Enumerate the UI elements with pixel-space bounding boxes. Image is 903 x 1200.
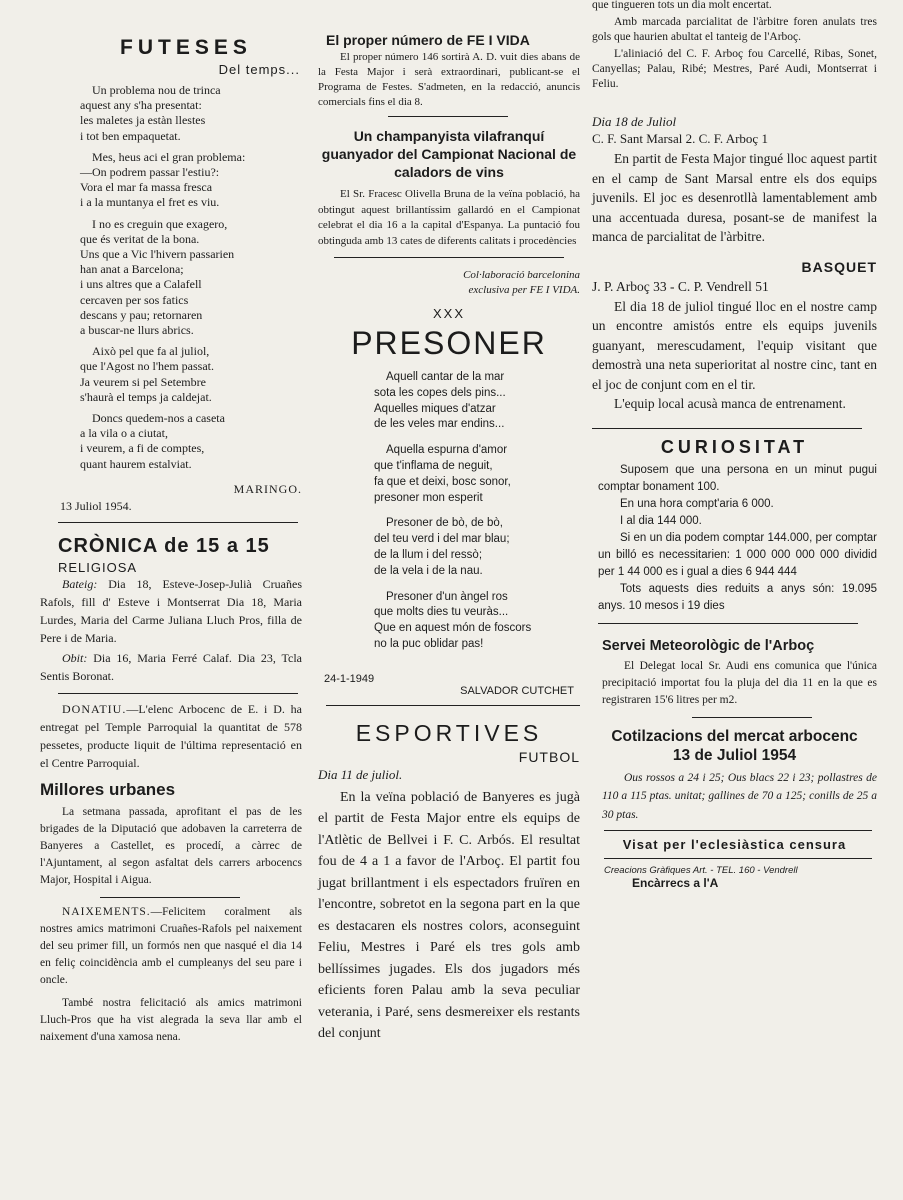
poem-line: a buscar-ne llurs abrics.	[80, 323, 194, 338]
dia18-score: C. F. Sant Marsal 2. C. F. Arboç 1	[592, 131, 768, 146]
poem-line: Doncs quedem-nos a caseta	[92, 411, 225, 426]
basquet-title: BASQUET	[801, 258, 877, 275]
divider	[326, 705, 580, 706]
poem-line: aquest any s'ha presentat:	[80, 98, 202, 113]
millores-text: La setmana passada, aprofitant el pas de les brigades de la Diputació que adobaven la carreterra de Banyeres a Castellet, es procedí, a càrrec de l'Ajuntament, al segon asfaltat dels carrers arbocencs Major, Hospital i Aigua.	[40, 805, 302, 886]
donatiu-text: —L'elenc Arbocenc de E. i D. ha entregat pel Temple Parroquial la quantitat de 578 pessetes, producte liquit de l'última representació en el Centre Parroquial.	[40, 701, 302, 770]
poem-line: s'haurà el temps ja caldejat.	[80, 389, 212, 404]
poem-line: les maletes ja estàn llestes	[80, 113, 206, 128]
curiositat-lines	[592, 462, 877, 615]
dia18-text: En partit de Festa Major tingué lloc aquest partit en el camp de Sant Marsal entre els dos equips juvenils. El joc es desenrotllà lamentablement amb una accentuada duresa, posant-se de manifest la manca de parcialitat de l'àrbitre.	[592, 151, 877, 244]
proper-title: El proper número de FE I VIDA	[326, 32, 530, 48]
continuation-3: L'aliniació del C. F. Arboç fou Carcellé, Ribas, Sonet, Canyellas; Palau, Ribé; Mestres, Paré Audi, Montserrat i Feliu.	[592, 48, 877, 90]
dia18-dateline: Dia 18 de Juliol	[592, 114, 677, 129]
cotitzacions-title-1: Cotilzacions del mercat arbocenc	[611, 727, 858, 745]
poem-line: Mes, heus aci el gran problema:	[92, 149, 246, 164]
curiositat-line: Si en un dia podem comptar 144.000, per comptar un billó es necessitarien: 1 000 000 000 000 dividid per 1 44 000 es i gual a dies 6 944 444	[598, 531, 877, 578]
obit-text: Dia 16, Maria Ferré Calaf. Dia 23, Tcla Sentis Boronat.	[40, 650, 303, 683]
poem-stanza	[374, 443, 580, 506]
column-middle	[318, 0, 580, 1045]
cotitzacions-text: Ous rossos a 24 i 25; Ous blacs 22 i 23; pollastres de 110 a 115 ptas. unitat; gallines de 70 a 125; conills de 25 a 30 ptas.	[602, 771, 877, 821]
presoner-poem	[318, 370, 580, 653]
futeses-author: MARINGO.	[233, 481, 302, 496]
footer-imprint: Creacions Gràfiques Art. - TEL. 160 - Vendrell	[604, 865, 798, 876]
poem-stanza	[374, 516, 580, 579]
cronica-section	[40, 535, 302, 685]
poem-stanza	[374, 590, 580, 653]
poem-line: de la vela i de la nau.	[374, 564, 483, 577]
poem-line: Presoner d'un àngel ros	[386, 590, 508, 603]
poem-line: Vora el mar fa massa fresca	[80, 180, 213, 195]
poem-line: no la puc oblidar pas!	[374, 637, 484, 650]
divider	[388, 116, 508, 117]
cotitzacions-title-2: 13 de Juliol 1954	[672, 746, 797, 764]
presoner-author: SALVADOR CUTCHET	[460, 684, 574, 697]
cronica-obit	[40, 649, 302, 685]
poem-line: Aquelles miques d'atzar	[374, 402, 496, 415]
cronica-title: CRÒNICA de 15 a 15	[58, 534, 270, 557]
divider	[692, 717, 812, 718]
poem-line: Que en aquest món de foscors	[374, 622, 532, 635]
poem-stanza	[80, 83, 302, 144]
divider	[592, 428, 862, 429]
futeses-date: 13 Juliol 1954.	[60, 498, 132, 513]
esportives-section-label: FUTBOL	[518, 748, 580, 765]
naixements-label: NAIXEMENTS.	[62, 905, 151, 918]
presoner-date: 24-1-1949	[324, 672, 375, 685]
footer-orders: Encàrrecs a l'A	[632, 876, 719, 890]
column-right	[592, 0, 877, 890]
obit-label: Obit:	[62, 650, 88, 665]
poem-line: que l'Agost no l'hem passat.	[80, 359, 214, 374]
divider	[604, 830, 872, 831]
basquet-text: El dia 18 de juliol tingué lloc en el nostre camp un encontre amistós entre els equips juvenils guanyant, merescudament, l'equip visitant que demostrà una neta superioritat al nostre cinc, tant en el joc de conjunt com en el tir.	[592, 298, 877, 392]
naixements-text-2: També nostra felicitació als amics matrimoni Lluch-Pros que ha vist alegrada la seva llar amb el naixement d'una xamosa nena.	[40, 996, 302, 1043]
esportives-dateline: Dia 11 de juliol.	[318, 766, 403, 782]
poem-stanza	[80, 217, 302, 339]
esportives-section	[318, 720, 580, 1045]
divider	[100, 897, 240, 898]
naixements-text: —Felicitem coralment als nostres amics matrimoni Cruañes-Rafols pel naixement del seu primer fill, un formós nen que nasqué el dia 14 en feliç coincidència amb el cumpleanys del seu pare i oncle.	[40, 905, 302, 986]
poem-line: que és veritat de la bona.	[80, 231, 200, 246]
basquet-score: J. P. Arboç 33 - C. P. Vendrell 51	[592, 278, 769, 294]
poem-line: cercaven per sos fatics	[80, 292, 189, 307]
poem-stanza	[80, 344, 302, 405]
futeses-section	[40, 0, 302, 514]
donatiu	[40, 700, 302, 772]
poem-line: i a la muntanya el fret es viu.	[80, 195, 220, 210]
poem-line: I no es creguin que exagero,	[92, 216, 228, 231]
champanyista-text: El Sr. Fracesc Olivella Bruna de la veïna població, ha obtingut aquest brillantíssim gallardó en el Campionat celebrat el dia 16 a la capital d'Espanya. La puntació fou obtinguda amb 13 cates de diferents calitats i procedències	[318, 188, 580, 247]
presoner-xxx: XXX	[432, 306, 465, 321]
poem-line: a la vila o a ciutat,	[80, 426, 168, 441]
basquet-text-2: L'equip local acusà manca de entrenament.	[614, 396, 846, 411]
poem-line: Aquell cantar de la mar	[386, 371, 505, 383]
poem-line: de les veles mar endins...	[374, 418, 505, 431]
proper-text: El proper número 146 sortirà A. D. vuit dies abans de la Festa Major i serà extraordinari, publicant-se el Programa de Festes. S'admeten, en la redacció, anuncis comercials fins el dia 8.	[318, 51, 580, 108]
curiositat-line: Tots aquests dies reduits a anys són: 19.095 anys. 10 mesos i 19 dies	[598, 582, 877, 612]
continuation-1: que tingueren tots un dia molt encertat.	[592, 0, 772, 11]
bateig-label: Bateig:	[62, 576, 98, 591]
poem-stanza	[374, 370, 580, 433]
champanyista-section	[318, 127, 580, 249]
visat-censura: Visat per l'eclesiàstica censura	[622, 837, 847, 852]
poem-line: que t'inflama de neguit,	[374, 459, 493, 472]
curiositat-line: Suposem que una persona en un minut pugui comptar bonament 100.	[598, 463, 877, 493]
divider	[604, 858, 872, 859]
poem-line: —On podrem passar l'estiu?:	[80, 165, 220, 180]
cotitzacions-section	[592, 728, 877, 825]
futeses-subtitle: Del temps...	[218, 62, 300, 77]
poem-line: i veurem, a fi de comptes,	[80, 441, 205, 456]
poem-line: descans y pau; retornaren	[80, 307, 203, 322]
basquet-section	[592, 259, 877, 414]
poem-line: presoner mon esperit	[374, 491, 483, 504]
poem-line: Un problema nou de trinca	[92, 83, 221, 97]
curiositat-section	[592, 437, 877, 615]
proper-section	[318, 0, 580, 110]
poem-stanza	[80, 150, 302, 211]
presoner-title: PRESONER	[351, 325, 547, 361]
millores-title: Millores urbanes	[40, 779, 176, 799]
poem-line: quant haurem estalviat.	[80, 456, 192, 471]
poem-line: Presoner de bò, de bò,	[386, 517, 503, 530]
poem-stanza	[80, 411, 302, 472]
poem-line: de la llum i del ressò;	[374, 548, 483, 561]
poem-line: i tot ben empaquetat.	[80, 128, 181, 143]
divider	[598, 623, 858, 624]
divider	[334, 257, 564, 258]
poem-line: han anat a Barcelona;	[80, 262, 184, 277]
servei-text: El Delegat local Sr. Audi ens comunica que l'única precipitació importat fou la pluja del dia 11 en la que es registraren 15'6 litres per m2.	[602, 659, 877, 706]
poem-line: Ja veurem si pel Setembre	[80, 374, 206, 389]
futeses-title: FUTESES	[120, 36, 252, 59]
poem-line: Això pel que fa al juliol,	[92, 344, 210, 359]
presoner-signature	[318, 672, 580, 697]
naixements	[40, 904, 302, 989]
champanyista-title: Un champanyista vilafranquí guanyador del Campionat Nacional de caladors de vins	[321, 128, 577, 180]
divider	[58, 522, 298, 523]
presoner-section	[318, 306, 580, 697]
continuation-2: Amb marcada parcialitat de l'àrbitre foren anulats tres gols que haurien abultat el tanteig de l'Arboç.	[592, 16, 877, 43]
esportives-title: ESPORTIVES	[355, 719, 543, 746]
curiositat-line: I al dia 144 000.	[620, 514, 702, 527]
millores-section	[40, 780, 302, 889]
servei-title: Servei Meteorològic de l'Arboç	[602, 637, 815, 654]
esportives-text: En la veïna població de Banyeres es jugà el partit de Festa Major entre els equips de l'Atlètic de Bellvei i F. C. Arbós. El resultat fou de 4 a 1 a favor de l'Arboç. El partit fou jugat brillantment i els espectadors fruïren en l'encontre, sobretot en la segona part en la que es destacaren els nostres colors, aconseguint Feliu, Mestres i Paré els tres gols amb bellíssimes jugades. Els dos jugadors més eficients foren Palau amb la seva peculiar veterania, i Paré, sens desmereixer els restants del conjunt	[318, 789, 580, 1042]
donatiu-label: DONATIU.	[62, 701, 127, 716]
poem-line: del teu verd i del mar blau;	[374, 533, 510, 546]
bateig-text: Dia 18, Esteve-Josep-Julià Cruañes Rafols, fill d' Esteve i Montserrat Dia 18, Maria Lurdes, Maria del Carme Juliana Lluch Pros, filla de Pere i de Maria.	[40, 576, 302, 645]
poem-line: que molts dies tu veuràs...	[374, 606, 509, 619]
collab-note	[318, 268, 580, 298]
poem-line: fa que et deixi, bosc sonor,	[374, 475, 511, 488]
collab-line-1: Col·laboració barcelonina	[463, 269, 580, 281]
divider	[58, 693, 298, 694]
futeses-poem	[40, 83, 302, 472]
collab-line-2: exclusiva per FE I VIDA.	[468, 284, 580, 296]
cronica-bateig	[40, 575, 302, 647]
poem-line: Uns que a Vic l'hivern passarien	[80, 247, 235, 262]
poem-line: i uns altres que a Calafell	[80, 277, 202, 292]
column-left	[40, 0, 302, 1046]
curiositat-title: CURIOSITAT	[660, 436, 809, 457]
dia18-section	[592, 114, 877, 247]
servei-section	[592, 638, 877, 709]
poem-line: sota les copes dels pins...	[374, 386, 506, 399]
cronica-section-label: RELIGIOSA	[58, 559, 138, 575]
poem-line: Aquella espurna d'amor	[386, 444, 508, 457]
curiositat-line: En una hora compt'aria 6 000.	[620, 497, 774, 510]
